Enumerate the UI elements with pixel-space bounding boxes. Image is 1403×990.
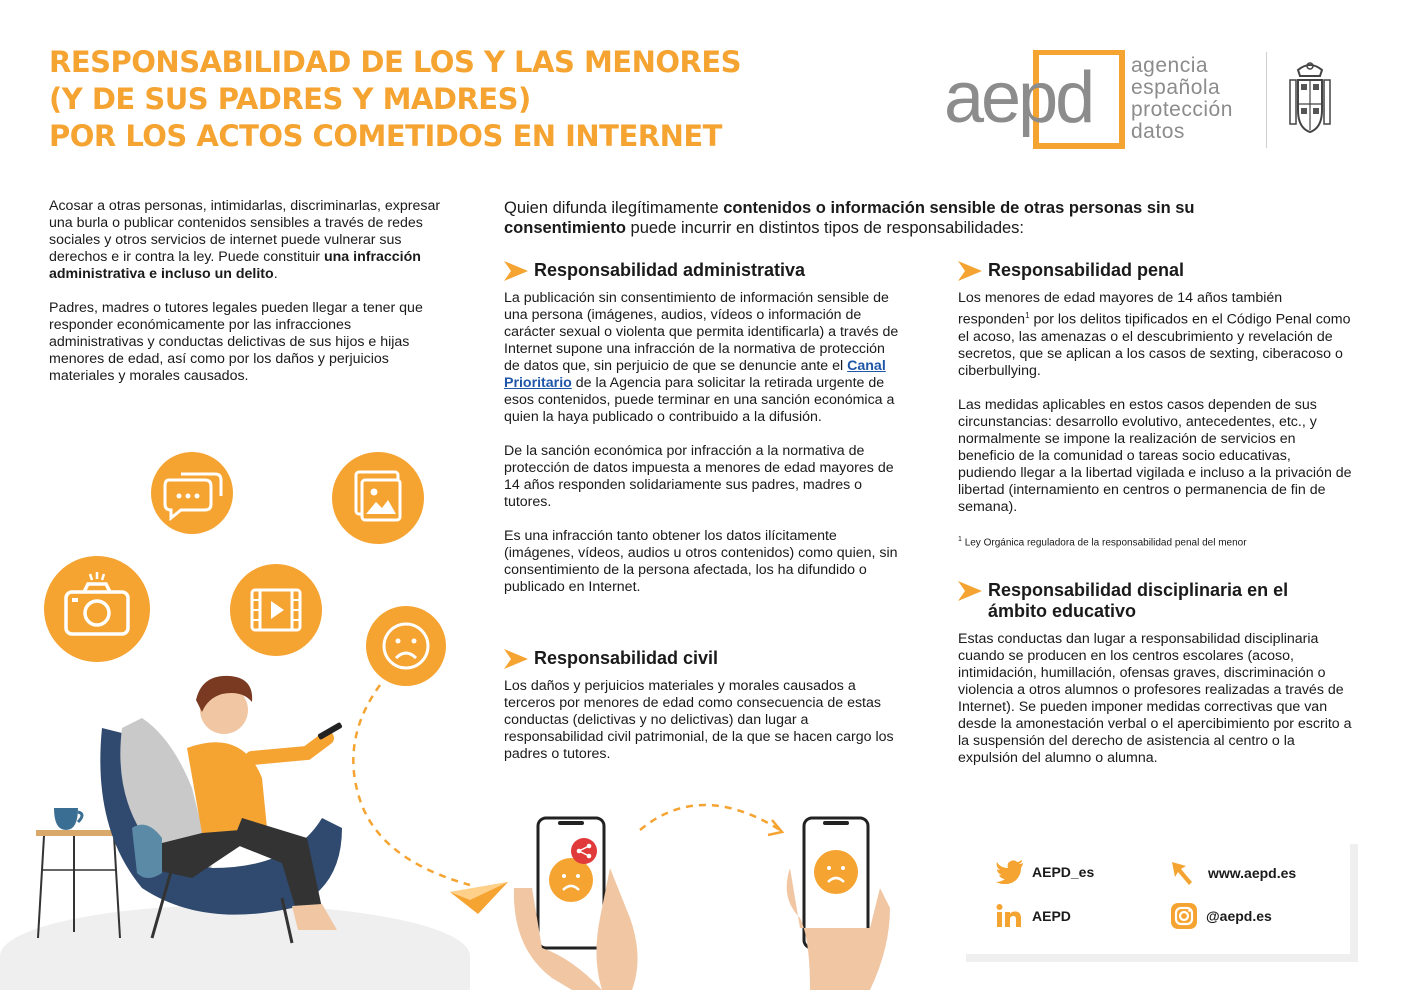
linkedin-icon bbox=[996, 904, 1024, 928]
intro-paragraph-1: Acosar a otras personas, intimidarlas, discriminarlas, expresar una burla o publicar contenidos sensibles a través de redes sociales y otros servicios de internet puede vulnerar sus derechos e ir contra la ley. Puede constituir una infracción administrativa e incluso un delito. bbox=[49, 198, 441, 282]
title-line-3: POR LOS ACTOS COMETIDOS EN INTERNET bbox=[49, 119, 722, 153]
coat-of-arms-icon bbox=[1284, 60, 1336, 140]
penal-paragraph-1: Los menores de edad mayores de 14 años también responden$^1$ por los delitos tipificados en el Código Penal como el acoso, las amenazas o el descubrimiento y revelación de secretos, que se aplican a los casos de sexting, ciberacoso o ciberbullying. bbox=[958, 290, 1351, 379]
logo-line-3: protección bbox=[1131, 98, 1233, 121]
teen-on-chair-illustration bbox=[92, 668, 392, 948]
instagram-link[interactable]: @aepd.es bbox=[1170, 902, 1272, 930]
logo-wordmark: aepd bbox=[944, 58, 1093, 138]
social-links-box bbox=[958, 836, 1350, 954]
penal-paragraph-2: Las medidas aplicables en estos casos dependen de sus circunstancias: desarrollo evolutivo, antecedentes, etc., y normalmente se impone la realización de servicios en beneficio de la comunidad o tareas socio educativas, pudiendo llegar a la libertad vigilada e incluso a la privación de libertad (internamiento en centros o permanencia de fin de semana). bbox=[958, 396, 1352, 515]
linkedin-link[interactable]: AEPD bbox=[996, 904, 1071, 928]
page-title bbox=[49, 44, 809, 155]
chevron-right-icon bbox=[504, 649, 528, 669]
paper-plane-icon bbox=[448, 878, 510, 916]
section-penal bbox=[958, 260, 1353, 549]
gallery-icon bbox=[332, 452, 424, 544]
phone-sad-illustration bbox=[780, 808, 900, 990]
chevron-right-icon bbox=[958, 581, 982, 601]
share-icon bbox=[571, 838, 597, 864]
logo-divider bbox=[1266, 52, 1267, 148]
phone-share-illustration bbox=[512, 808, 652, 990]
lead-text: Quien difunda ilegítimamente contenidos o información sensible de otras personas sin su consentimiento puede incurrir en distintos tipos de responsabilidades: bbox=[504, 199, 1195, 237]
heading-administrativa: Responsabilidad administrativa bbox=[504, 260, 899, 281]
logo-line-2: española bbox=[1131, 76, 1221, 99]
section-disciplinaria bbox=[958, 580, 1353, 784]
chevron-right-icon bbox=[958, 261, 982, 281]
twitter-link[interactable]: AEPD_es bbox=[996, 860, 1094, 884]
administrativa-paragraph-2: De la sanción económica por infracción a la normativa de protección de datos impuesta a menores de edad mayores de 14 años responden solidariamente sus padres, madres o tutores. bbox=[504, 443, 894, 510]
intro-text bbox=[49, 198, 444, 402]
disciplinaria-paragraph-1: Estas conductas dan lugar a responsabilidad disciplinaria cuando se producen en los centros escolares (acoso, intimidación, humillación, ofensas graves, discriminación o violencia a otros alumnos o profesores realizadas a través de Internet). Se pueden imponer medidas correctivas que van desde la amonestación verbal o el apercibimiento por escrito a la suspensión del derecho de asistencia al centro o la expulsión del alumno o alumna. bbox=[958, 631, 1352, 766]
administrativa-paragraph-3: Es una infracción tanto obtener los datos ilícitamente (imágenes, vídeos, audios u otros contenidos) como quien, sin consentimiento de la persona afectada, los ha difundido o publicado en Internet. bbox=[504, 528, 898, 595]
logo-line-1: agencia bbox=[1131, 54, 1209, 77]
chevron-right-icon bbox=[504, 261, 528, 281]
logo-line-4: datos bbox=[1131, 120, 1185, 143]
camera-icon bbox=[44, 556, 150, 662]
website-link[interactable]: www.aepd.es bbox=[1170, 860, 1296, 886]
civil-paragraph-1: Los daños y perjuicios materiales y morales causados a terceros por menores de edad como consecuencia de estas conductas (delictivas y no delictivas) dan lugar a responsabilidad civil patrimonial, de la que se hacen cargo los padres o tutores. bbox=[504, 678, 894, 762]
intro-paragraph-2: Padres, madres o tutores legales pueden llegar a tener que responder económicamente por las infracciones administrativas y conductas delictivas de sus hijos e hijas menores de edad, así como por los daños y perjuicios materiales y morales causados. bbox=[49, 300, 423, 384]
canal-prioritario-link[interactable]: Canal Prioritario bbox=[504, 358, 886, 391]
title-line-2: (Y DE SUS PADRES Y MADRES) bbox=[49, 82, 531, 116]
heading-disciplinaria: Responsabilidad disciplinaria en el ámbito educativo bbox=[958, 580, 1328, 622]
heading-penal: Responsabilidad penal bbox=[958, 260, 1353, 281]
heading-civil: Responsabilidad civil bbox=[504, 648, 899, 669]
aepd-logo bbox=[944, 50, 1129, 150]
section-administrativa bbox=[504, 260, 899, 613]
instagram-icon bbox=[1170, 902, 1198, 930]
administrativa-paragraph-1: La publicación sin consentimiento de información sensible de una persona (imágenes, audios, vídeos o información de carácter sexual o violenta que permita identificarla) a través de Internet supone una infracción de la normativa de protección de datos que, sin perjuicio de que se denuncie ante el Canal Prioritario de la Agencia para solicitar la retirada urgente de esos contenidos, puede terminar en una sanción económica a quien la haya publicado o contribuido a la difusión. bbox=[504, 290, 899, 425]
twitter-icon bbox=[996, 860, 1024, 884]
video-icon bbox=[230, 564, 322, 656]
logo-agency-name bbox=[1131, 55, 1233, 143]
cursor-arrow-icon bbox=[1170, 860, 1200, 886]
title-line-1: RESPONSABILIDAD DE LOS Y LAS MENORES bbox=[49, 45, 742, 79]
chat-icon bbox=[151, 452, 233, 534]
penal-footnote: $^1$ Ley Orgánica reguladora de la responsabilidad penal del menor bbox=[958, 535, 1247, 549]
